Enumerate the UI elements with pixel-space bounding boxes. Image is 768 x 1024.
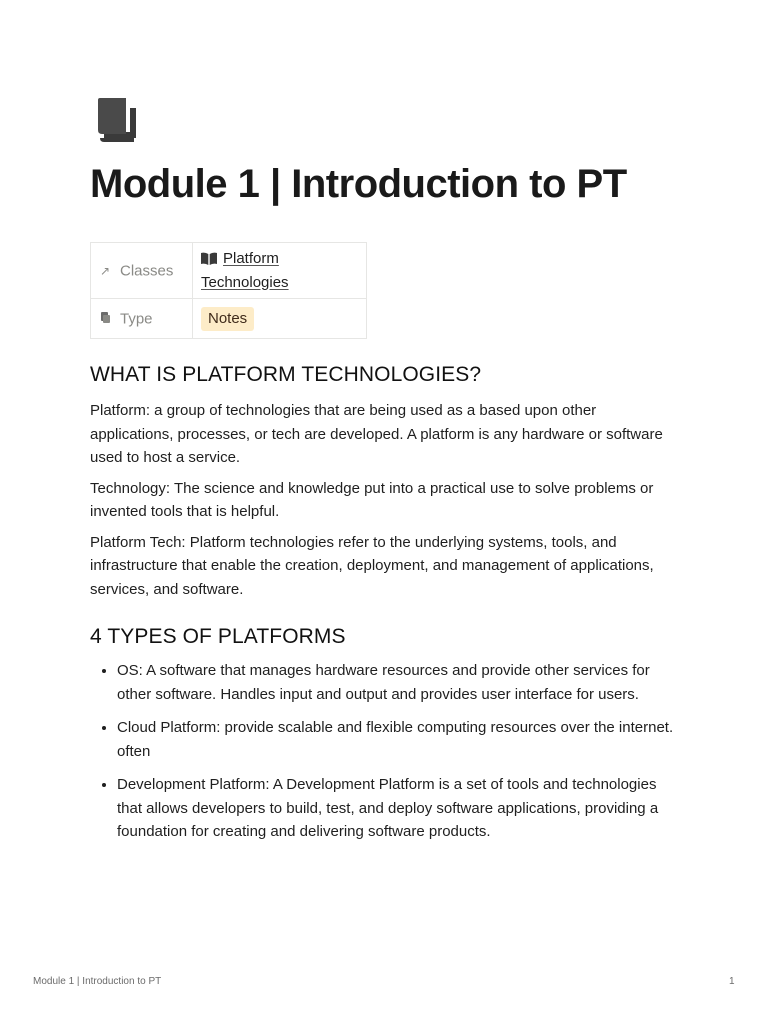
type-tag-notes[interactable]: Notes — [201, 307, 254, 331]
arrow-up-right-icon: ↗ — [100, 263, 111, 278]
section-heading: 4 TYPES OF PLATFORMS — [90, 625, 346, 648]
paragraph: Platform Tech: Platform technologies refer to the underlying systems, tools, and infrastructure that enable the creation, deployment, and management of applications, services, and software. — [90, 533, 654, 598]
open-book-icon — [201, 252, 217, 265]
property-key-type: Type — [91, 299, 193, 339]
list-item: • Development Platform: A Development Platform is a set of tools and technologies that allows developers to build, test, and deploy software applications, providing a foundation for creating and delivering software products. — [117, 773, 680, 844]
book-stack-icon — [96, 98, 140, 144]
page-number: 1 — [729, 976, 735, 987]
properties-table — [90, 242, 367, 339]
relation-link-platform-technologies[interactable]: Platform Technologies — [201, 249, 289, 291]
page-content — [90, 360, 680, 844]
bullet-list — [90, 659, 680, 844]
section-heading: WHAT IS PLATFORM TECHNOLOGIES? — [90, 363, 482, 386]
paragraph: Technology: The science and knowledge put into a practical use to solve problems or invented tools that is helpful. — [90, 479, 654, 520]
property-value-classes — [193, 243, 367, 299]
property-value-type — [193, 299, 367, 339]
footer-title: Module 1 | Introduction to PT — [33, 976, 162, 987]
list-item: • Cloud Platform: provide scalable and flexible computing resources over the internet. often — [117, 716, 680, 763]
book-stack-icon — [100, 312, 114, 326]
property-row-type — [91, 299, 367, 339]
page-title: Module 1 | Introduction to PT — [90, 162, 627, 206]
list-item: • OS: A software that manages hardware resources and provide other services for other software. Handles input and output and provides user interface for users. — [117, 659, 680, 706]
property-row-classes — [91, 243, 367, 299]
paragraph: Platform: a group of technologies that are being used as a based upon other applications, processes, or tech are developed. A platform is any hardware or software used to host a service. — [90, 402, 663, 466]
property-key-classes: ↗ Classes — [91, 243, 193, 299]
